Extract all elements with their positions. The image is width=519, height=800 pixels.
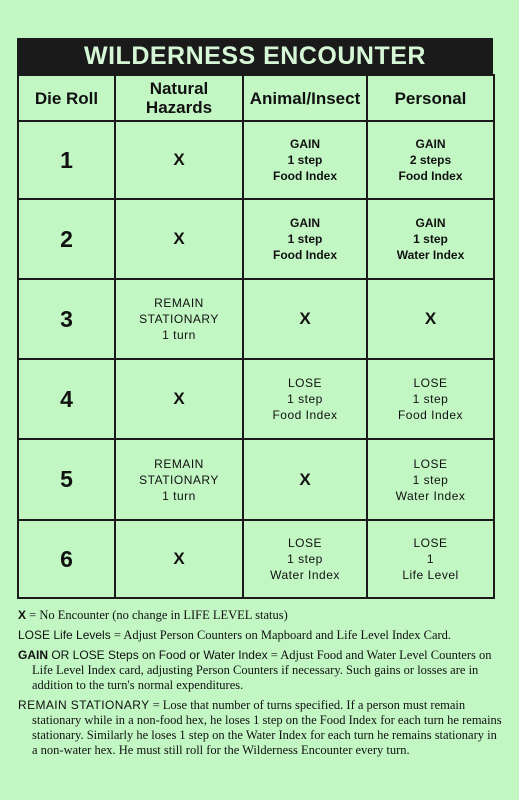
cell-line: 1 turn — [162, 488, 196, 503]
note-no-encounter — [18, 608, 502, 623]
cell-line: 1 step — [413, 232, 448, 246]
note-text: = Lose that number of turns specified. If a person must remain stationary while in a non-food hex, he loses 1 step on the Food Index for each turn he remains stationary. Similarly he loses 1 step on the Water Index for each turn he remains stationary in a non-water hex. He must still roll for the Wilderness Encounter every turn. — [32, 698, 502, 757]
no-encounter-mark — [115, 359, 243, 439]
table-cell — [115, 279, 243, 359]
cell-line: X — [173, 150, 185, 169]
note-remain-stationary — [18, 698, 502, 758]
no-encounter-mark — [115, 199, 243, 279]
die-roll-value: 2 — [18, 199, 115, 279]
cell-line: STATIONARY — [139, 472, 219, 487]
die-roll-value: 4 — [18, 359, 115, 439]
cell-line: 1 step — [412, 472, 449, 487]
note-text: = Adjust Person Counters on Mapboard and Life Level Index Card. — [110, 628, 452, 642]
cell-line: Life Level — [402, 568, 459, 582]
cell-line: 1 step — [287, 232, 323, 246]
cell-line: LOSE — [413, 376, 448, 390]
header-animal-insect: Animal/Insect — [243, 75, 367, 121]
no-encounter-mark — [243, 279, 367, 359]
table-cell — [243, 121, 367, 199]
cell-line: X — [173, 229, 185, 248]
cell-line: LOSE — [287, 536, 322, 550]
table-cell — [367, 520, 494, 598]
no-encounter-mark — [367, 279, 494, 359]
cell-line: X — [299, 309, 311, 328]
note-term: REMAIN STATIONARY — [18, 698, 150, 712]
table-cell — [115, 439, 243, 520]
header-die-roll: Die Roll — [18, 75, 115, 121]
legend — [18, 608, 502, 763]
note-text: = Adjust Food and Water Level Counters on Life Level Index card, adjusting Person Counters if necessary. Such gains or losses are in addition to the turn's normal expenditures. — [32, 648, 492, 692]
cell-line: Water Index — [396, 248, 465, 262]
cell-line: REMAIN — [154, 456, 204, 471]
table-row — [18, 279, 494, 359]
cell-line: GAIN — [415, 137, 446, 151]
table-cell — [367, 439, 494, 520]
table-cell — [367, 199, 494, 279]
table-cell — [243, 359, 367, 439]
encounter-table — [17, 74, 495, 599]
cell-line: X — [424, 309, 437, 328]
note-term: GAIN — [18, 648, 48, 662]
cell-line: STATIONARY — [139, 312, 219, 326]
note-term: OR LOSE Steps on Food or Water Index — [48, 648, 268, 662]
cell-line: GAIN — [415, 216, 446, 230]
header-natural-hazards: Natural Hazards — [115, 75, 243, 121]
cell-line: LOSE — [413, 536, 448, 550]
cell-line: 1 step — [287, 392, 323, 406]
cell-line: 1 step — [412, 392, 449, 406]
cell-line: X — [173, 389, 185, 408]
cell-line: GAIN — [290, 137, 320, 151]
note-lose-life — [18, 628, 502, 643]
header-personal: Personal — [367, 75, 494, 121]
table-cell — [367, 121, 494, 199]
table-row — [18, 121, 494, 199]
table-cell — [243, 199, 367, 279]
table-row — [18, 199, 494, 279]
note-text: = No Encounter (no change in LIFE LEVEL status) — [26, 608, 288, 622]
cell-line: Food Index — [273, 248, 337, 262]
table-row — [18, 439, 494, 520]
cell-line: Food Index — [272, 408, 338, 422]
table-row — [18, 520, 494, 598]
cell-line: Water Index — [395, 488, 466, 503]
note-term: LOSE Life Levels — [18, 628, 111, 642]
cell-line: Food Index — [397, 408, 464, 422]
cell-line: REMAIN — [154, 296, 204, 310]
no-encounter-mark — [243, 439, 367, 520]
no-encounter-mark — [115, 520, 243, 598]
table-cell — [367, 359, 494, 439]
no-encounter-mark — [115, 121, 243, 199]
cell-line: 1 step — [287, 552, 323, 566]
cell-line: LOSE — [413, 456, 448, 471]
cell-line: 1 — [426, 552, 435, 566]
cell-line: X — [173, 549, 185, 568]
die-roll-value: 6 — [18, 520, 115, 598]
cell-line: Food Index — [273, 169, 337, 183]
card-title: WILDERNESS ENCOUNTER — [17, 38, 493, 74]
die-roll-value: 5 — [18, 439, 115, 520]
cell-line: 2 steps — [409, 153, 452, 167]
cell-line: X — [299, 469, 311, 489]
cell-line: Water Index — [270, 568, 340, 582]
table-cell — [243, 520, 367, 598]
table-row — [18, 359, 494, 439]
cell-line: LOSE — [287, 376, 322, 390]
encounter-card — [17, 38, 493, 599]
cell-line: 1 step — [287, 153, 323, 167]
die-roll-value: 1 — [18, 121, 115, 199]
die-roll-value: 3 — [18, 279, 115, 359]
note-gain-lose-steps — [18, 648, 502, 693]
header-row — [18, 75, 494, 121]
cell-line: GAIN — [290, 216, 320, 230]
cell-line: Food Index — [398, 169, 463, 183]
cell-line: 1 turn — [162, 328, 196, 342]
note-term: X — [18, 608, 27, 622]
